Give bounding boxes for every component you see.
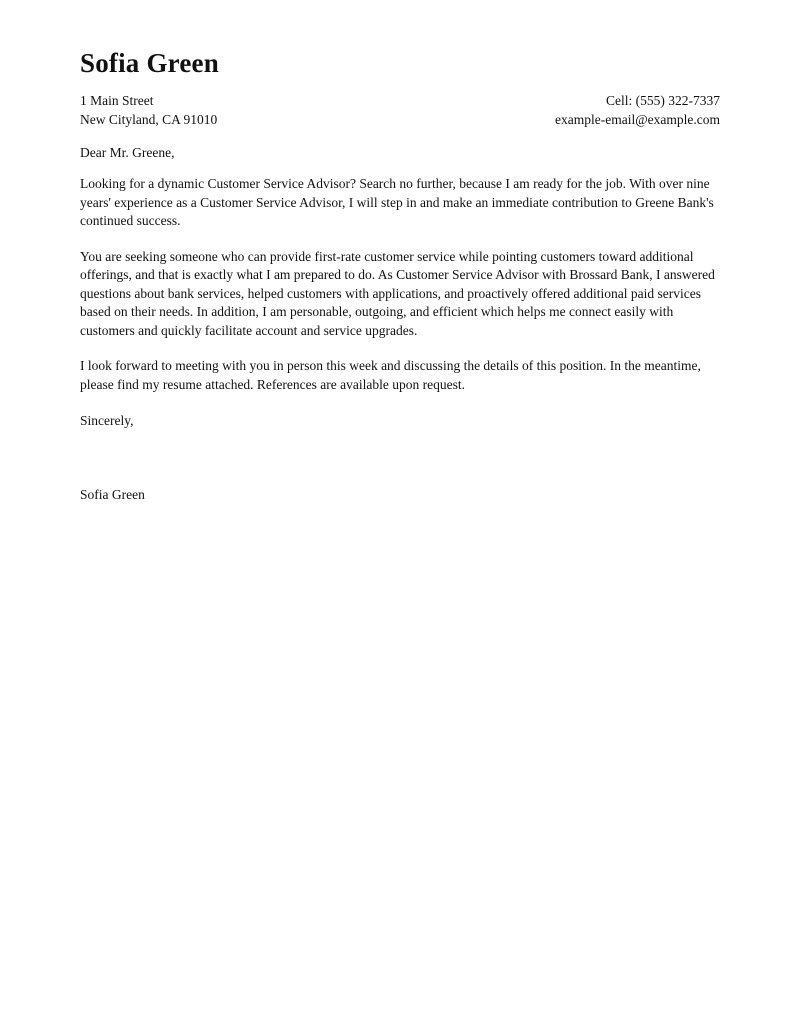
email-address: example-email@example.com	[555, 112, 720, 128]
address-block	[80, 91, 217, 129]
paragraph-experience: You are seeking someone who can provide first-rate customer service while pointing customers toward additional offerings, and that is exactly what I am prepared to do. As Customer Service Advisor with Brossard Bank, I answered questions about bank services, helped customers with applications, and proactively offered additional paid services based on their needs. In addition, I am personable, outgoing, and efficient which helps me connect easily with customers and quickly facilitate account and service upgrades.	[80, 248, 715, 338]
paragraph-intro: Looking for a dynamic Customer Service Advisor? Search no further, because I am ready for the job. With over nine years' experience as a Customer Service Advisor, I will step in and make an immediate contribution to Greene Bank's continued success.	[80, 176, 714, 229]
phone-number: Cell: (555) 322-7337	[606, 93, 720, 109]
letter-content	[80, 48, 720, 504]
salutation: Dear Mr. Greene,	[80, 145, 175, 161]
closing-salutation: Sincerely,	[80, 413, 134, 429]
signature-name: Sofia Green	[80, 487, 145, 503]
contact-header	[80, 91, 720, 129]
paragraph-closing: I look forward to meeting with you in person this week and discussing the details of this position. In the meantime, please find my resume attached. References are available upon request.	[80, 358, 701, 392]
letter-author-name: Sofia Green	[80, 48, 219, 78]
contact-block	[555, 91, 720, 129]
address-line-1: 1 Main Street	[80, 93, 154, 109]
address-line-2: New Cityland, CA 91010	[80, 112, 218, 128]
